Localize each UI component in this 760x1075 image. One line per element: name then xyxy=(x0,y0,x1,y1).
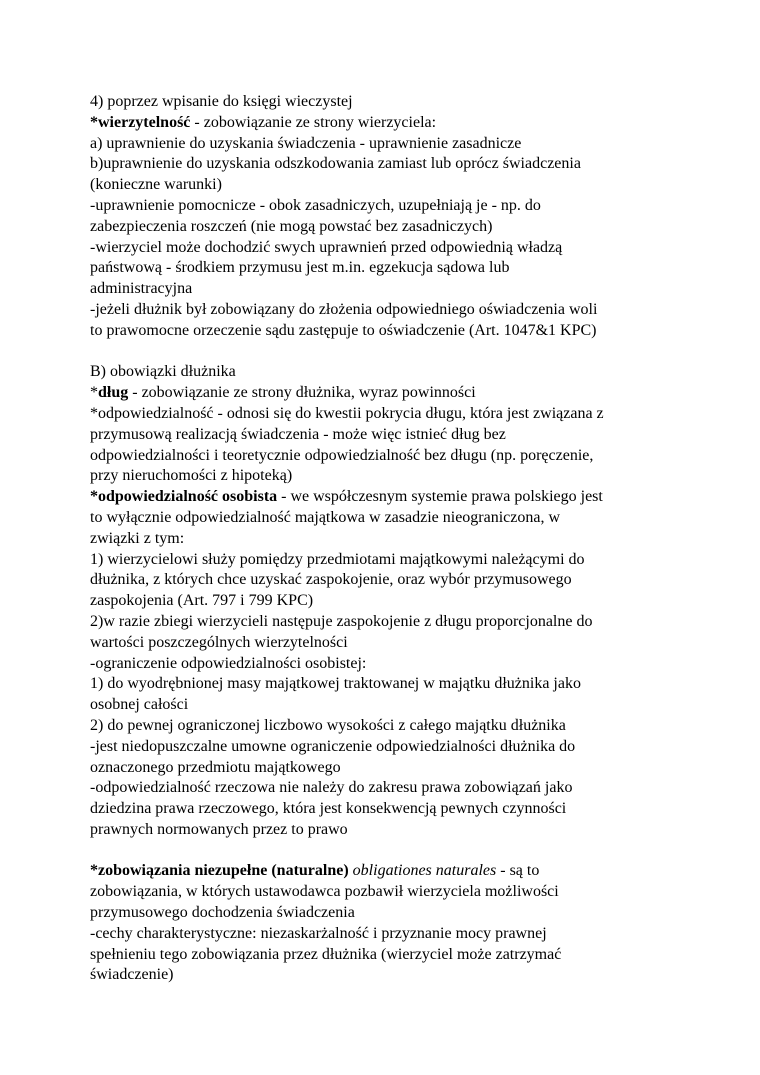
text-line xyxy=(90,487,690,508)
text-line: -jeżeli dłużnik był zobowiązany do złożenia odpowiedniego oświadczenia woli xyxy=(90,300,598,318)
text-line: zobowiązania, w których ustawodawca pozbawił wierzyciela możliwości xyxy=(90,883,559,901)
text-segment: - zobowiązanie ze strony wierzyciela: xyxy=(190,113,437,131)
text-segment: - są to xyxy=(496,862,540,880)
text-line: oznaczonego przedmiotu majątkowego xyxy=(90,758,341,776)
text-segment: - zobowiązanie ze strony dłużnika, wyraz powinności xyxy=(128,384,476,402)
text-line xyxy=(90,861,690,882)
bold-term: *odpowiedzialność osobista xyxy=(90,488,278,506)
text-line: przymusową realizacją świadczenia - może więc istnieć dług bez xyxy=(90,425,506,443)
text-line: 2) do pewnej ograniczonej liczbowo wysokości z całego majątku dłużnika xyxy=(90,716,566,734)
text-line: świadczenie) xyxy=(90,966,174,984)
text-line: -ograniczenie odpowiedzialności osobistej: xyxy=(90,654,367,672)
text-line: osobnej całości xyxy=(90,696,189,714)
text-line: 1) do wyodrębnionej masy majątkowej traktowanej w majątku dłużnika jako xyxy=(90,675,581,693)
text-line: dziedzina prawa rzeczowego, która jest konsekwencją pewnych czynności xyxy=(90,800,567,818)
text-line xyxy=(90,383,690,404)
text-line: -cechy charakterystyczne: niezaskarżalność i przyznanie mocy prawnej xyxy=(90,924,547,942)
text-line: prawnych normowanych przez to prawo xyxy=(90,820,348,838)
text-line: przy nieruchomości z hipoteką) xyxy=(90,467,293,485)
text-line: to wyłącznie odpowiedzialność majątkowa w zasadzie nieograniczona, w xyxy=(90,508,561,526)
text-line: administracyjna xyxy=(90,280,193,298)
text-line xyxy=(90,113,690,134)
text-line: (konieczne warunki) xyxy=(90,176,222,194)
text-line: odpowiedzialności i teoretycznie odpowiedzialność bez długu (np. poręczenie, xyxy=(90,446,594,464)
bold-term: dług xyxy=(98,384,129,402)
text-line: B) obowiązki dłużnika xyxy=(90,363,236,381)
text-line: *odpowiedzialność - odnosi się do kwestii pokrycia długu, która jest związana z xyxy=(90,404,604,422)
text-line: -jest niedopuszczalne umowne ograniczenie odpowiedzialności dłużnika do xyxy=(90,737,576,755)
bold-term: *zobowiązania niezupełne (naturalne) xyxy=(90,862,349,880)
text-line: państwową - środkiem przymusu jest m.in. egzekucja sądowa lub xyxy=(90,259,510,277)
text-segment: - we współczesnym systemie prawa polskiego jest xyxy=(277,488,603,506)
text-line: to prawomocne orzeczenie sądu zastępuje to oświadczenie (Art. 1047&1 KPC) xyxy=(90,321,597,339)
text-line: a) uprawnienie do uzyskania świadczenia - uprawnienie zasadnicze xyxy=(90,134,522,152)
blank-line xyxy=(90,342,690,363)
text-prefix: * xyxy=(90,384,98,402)
text-line: 2)w razie zbiegi wierzycieli następuje zaspokojenie z długu proporcjonalne do xyxy=(90,612,593,630)
text-line: zaspokojenia (Art. 797 i 799 KPC) xyxy=(90,592,314,610)
text-line: 4) poprzez wpisanie do księgi wieczystej xyxy=(90,93,353,110)
text-line: przymusowego dochodzenia świadczenia xyxy=(90,904,355,922)
text-line: b)uprawnienie do uzyskania odszkodowania zamiast lub oprócz świadczenia xyxy=(90,155,581,173)
document-page xyxy=(90,92,690,986)
blank-line xyxy=(90,841,690,862)
italic-term: obligationes naturales xyxy=(352,862,497,880)
bold-term: *wierzytelność xyxy=(90,113,191,131)
text-line: -odpowiedzialność rzeczowa nie należy do zakresu prawa zobowiązań jako xyxy=(90,779,573,797)
text-line: związki z tym: xyxy=(90,529,185,547)
text-line: wartości poszczególnych wierzytelności xyxy=(90,633,348,651)
text-line: spełnieniu tego zobowiązania przez dłużnika (wierzyciel może zatrzymać xyxy=(90,945,562,963)
text-line: zabezpieczenia roszczeń (nie mogą powstać bez zasadniczych) xyxy=(90,217,493,235)
text-line: -wierzyciel może dochodzić swych uprawnień przed odpowiednią władzą xyxy=(90,238,563,256)
text-line: dłużnika, z których chce uzyskać zaspokojenie, oraz wybór przymusowego xyxy=(90,571,572,589)
text-line: 1) wierzycielowi służy pomiędzy przedmiotami majątkowymi należącymi do xyxy=(90,550,585,568)
text-line: -uprawnienie pomocnicze - obok zasadniczych, uzupełniają je - np. do xyxy=(90,196,541,214)
